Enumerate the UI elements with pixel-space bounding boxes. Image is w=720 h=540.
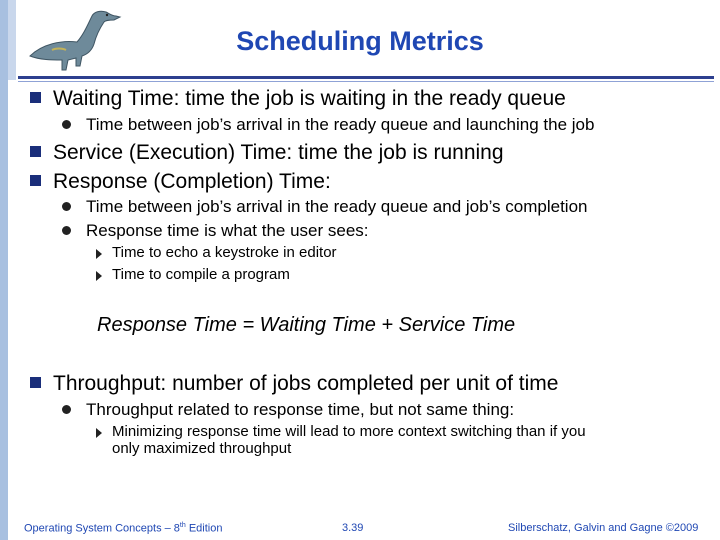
footer-book-suffix: Edition <box>185 522 223 535</box>
bullet-response-time: Response (Completion) Time: <box>53 170 331 193</box>
bullet-arrow-icon <box>96 249 102 259</box>
bullet-square-icon <box>30 92 41 103</box>
bullet-square-icon <box>30 175 41 186</box>
footer-book-sup: th <box>179 522 186 529</box>
bullet-waiting-time: Waiting Time: time the job is waiting in the ready queue <box>53 87 566 110</box>
bullet-dot-icon <box>62 405 71 414</box>
sub-sub-bullet-context-2: only maximized throughput <box>112 440 292 457</box>
footer-copyright: Silberschatz, Galvin and Gagne ©2009 <box>508 522 699 534</box>
title-divider-thin <box>18 81 714 82</box>
footer-book-prefix: Operating System Concepts – 8 <box>24 522 180 535</box>
slide-title: Scheduling Metrics <box>236 26 484 56</box>
left-accent-bar <box>0 0 8 540</box>
bullet-service-time: Service (Execution) Time: time the job is running <box>53 141 504 164</box>
footer-page-number: 3.39 <box>342 522 364 534</box>
bullet-square-icon <box>30 146 41 157</box>
sub-sub-bullet-context-1: Minimizing response time will lead to more context switching than if you <box>112 423 586 440</box>
bullet-arrow-icon <box>96 428 102 438</box>
bullet-dot-icon <box>62 226 71 235</box>
bullet-throughput: Throughput: number of jobs completed per unit of time <box>53 372 559 395</box>
sub-sub-bullet-compile: Time to compile a program <box>112 266 290 283</box>
response-time-formula: Response Time = Waiting Time + Service Time <box>97 314 516 336</box>
bullet-dot-icon <box>62 120 71 129</box>
title-divider <box>18 76 714 79</box>
sub-bullet-response-2: Response time is what the user sees: <box>86 221 369 240</box>
sub-bullet-waiting: Time between job’s arrival in the ready queue and launching the job <box>86 115 595 134</box>
sub-bullet-response-1: Time between job’s arrival in the ready queue and job’s completion <box>86 197 588 216</box>
bullet-dot-icon <box>62 202 71 211</box>
bullet-arrow-icon <box>96 271 102 281</box>
footer-book-title <box>24 522 222 535</box>
sub-sub-bullet-echo: Time to echo a keystroke in editor <box>112 244 337 261</box>
sub-bullet-throughput: Throughput related to response time, but not same thing: <box>86 400 515 419</box>
bullet-square-icon <box>30 377 41 388</box>
